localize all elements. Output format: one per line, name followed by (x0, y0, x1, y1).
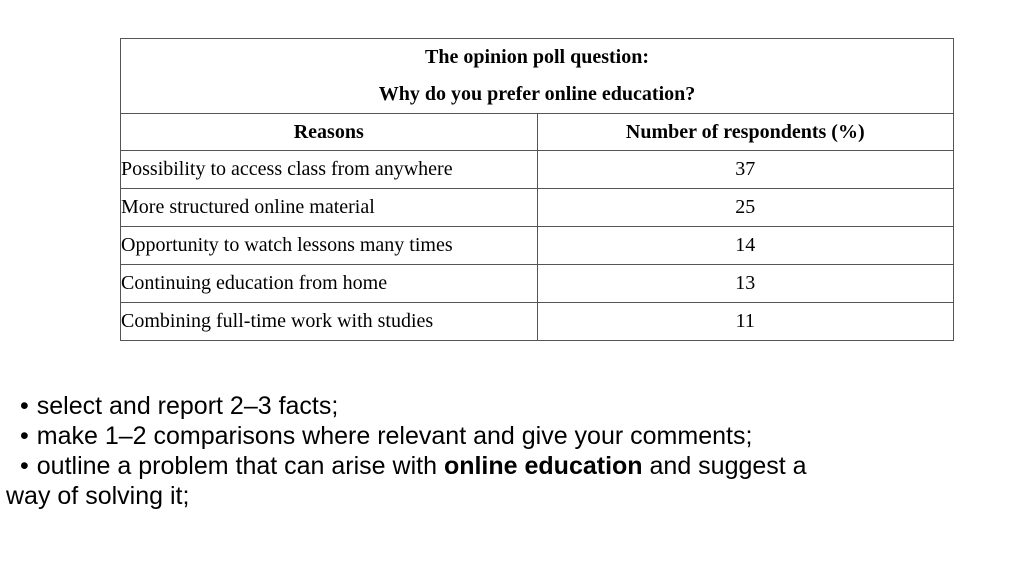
column-header-reasons: Reasons (121, 114, 538, 151)
table-caption (121, 39, 954, 114)
table-row (121, 151, 954, 189)
bullet-text: select and report 2–3 facts; (36, 392, 339, 420)
reason-cell: Possibility to access class from anywhere (121, 151, 538, 189)
task-instructions (6, 391, 996, 511)
bullet-item-problem-wrap-line: way of solving it; (6, 482, 190, 510)
table-row (121, 265, 954, 303)
bullet-text: outline a problem that can arise with (36, 452, 444, 480)
value-cell: 37 (537, 151, 954, 189)
column-header-respondents: Number of respondents (%) (537, 114, 954, 151)
bullet-marker: • (20, 392, 29, 420)
bullet-item-problem (6, 451, 996, 481)
reason-cell: Opportunity to watch lessons many times (121, 227, 538, 265)
value-cell: 13 (537, 265, 954, 303)
reason-cell: Combining full-time work with studies (121, 303, 538, 341)
bullet-item-comparisons (6, 421, 996, 451)
opinion-poll-table (120, 38, 954, 341)
bullet-text: make 1–2 comparisons where relevant and give your comments; (36, 422, 753, 450)
table-row (121, 227, 954, 265)
bold-phrase-online-education: online education (443, 452, 643, 480)
table-header-row (121, 114, 954, 151)
bullet-text: and suggest a (642, 452, 807, 480)
table-row (121, 189, 954, 227)
value-cell: 11 (537, 303, 954, 341)
value-cell: 14 (537, 227, 954, 265)
bullet-item-facts (6, 391, 996, 421)
reason-cell: Continuing education from home (121, 265, 538, 303)
reason-cell: More structured online material (121, 189, 538, 227)
bullet-marker: • (20, 422, 29, 450)
table-caption-line1: The opinion poll question: (425, 46, 649, 68)
table-row (121, 303, 954, 341)
bullet-marker: • (20, 452, 29, 480)
value-cell: 25 (537, 189, 954, 227)
table-caption-line2: Why do you prefer online education? (378, 83, 696, 105)
table-caption-row (121, 39, 954, 114)
